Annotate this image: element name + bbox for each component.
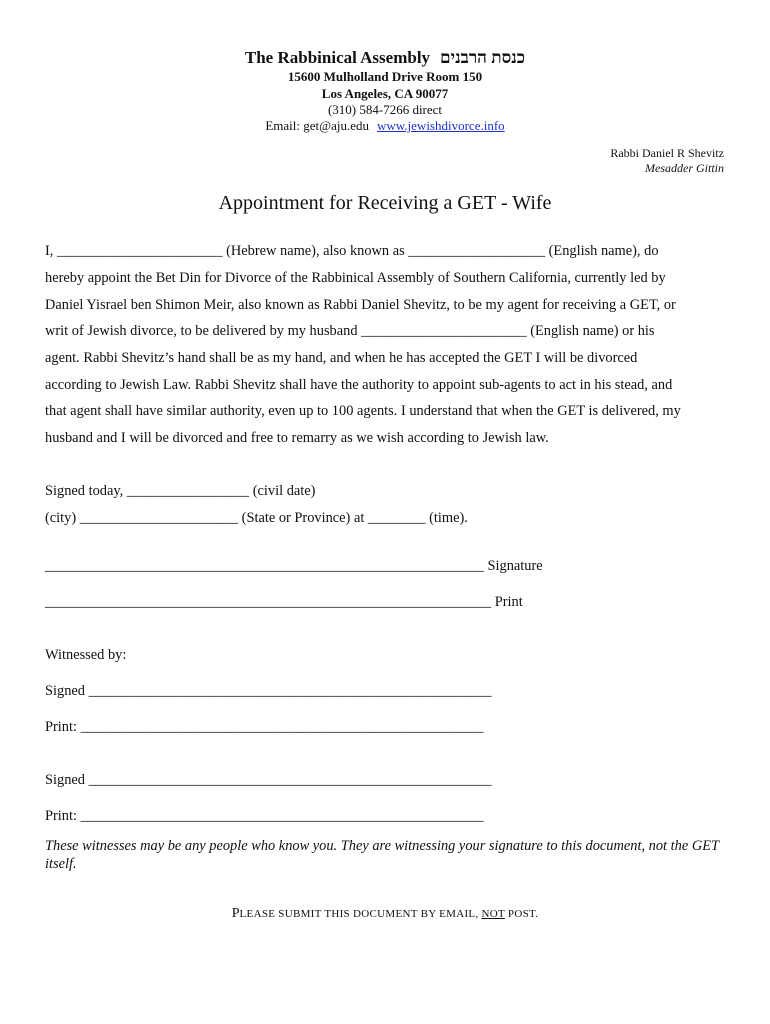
footer-text-1: LEASE SUBMIT THIS DOCUMENT BY EMAIL, bbox=[239, 908, 482, 920]
website-link[interactable]: www.jewishdivorce.info bbox=[376, 118, 505, 133]
body-line-7: that agent shall have similar authority, even up to 100 agents. I understand that when the GET is delivered, my bbox=[45, 403, 681, 419]
witness-1-print-line: Print: ________________________________________________________ bbox=[45, 719, 484, 735]
witnessed-by-label: Witnessed by: bbox=[45, 647, 127, 663]
body-line-2: hereby appoint the Bet Din for Divorce of the Rabbinical Assembly of Southern California, currently led by bbox=[45, 270, 666, 286]
email-line bbox=[0, 118, 770, 134]
rabbi-name: Rabbi Daniel R Shevitz bbox=[610, 146, 724, 160]
body-line-8: husband and I will be divorced and free to remarry as we wish according to Jewish law. bbox=[45, 430, 549, 446]
body-line-3: Daniel Yisrael ben Shimon Meir, also known as Rabbi Daniel Shevitz, to be my agent for receiving a GET, or bbox=[45, 297, 676, 313]
body-line-1: I, _______________________ (Hebrew name), also known as ___________________ (English name), do bbox=[45, 243, 659, 259]
witness-note: These witnesses may be any people who know you. They are witnessing your signature to this document, not the GET itself. bbox=[45, 838, 719, 872]
footer-initial: P bbox=[231, 906, 240, 921]
print-name-line: ______________________________________________________________ Print bbox=[45, 594, 523, 610]
address-line-1: 15600 Mulholland Drive Room 150 bbox=[287, 69, 483, 84]
submission-instruction bbox=[0, 906, 770, 922]
body-line-4: writ of Jewish divorce, to be delivered by my husband _______________________ (English name) or his bbox=[45, 323, 655, 339]
footer-not: NOT bbox=[481, 908, 505, 920]
signed-today-line: Signed today, _________________ (civil date) bbox=[45, 483, 316, 499]
signature-line: _____________________________________________________________ Signature bbox=[45, 558, 543, 574]
organization-heading bbox=[0, 48, 770, 68]
document-title: Appointment for Receiving a GET - Wife bbox=[218, 192, 552, 214]
org-name: The Rabbinical Assembly bbox=[244, 48, 431, 67]
witness-2-print-line: Print: ________________________________________________________ bbox=[45, 808, 484, 824]
org-hebrew-name: כנסת הרבנים bbox=[440, 48, 526, 67]
footer-text-2: POST. bbox=[504, 908, 539, 920]
email-text: Email: get@aju.edu bbox=[265, 118, 369, 133]
body-line-5: agent. Rabbi Shevitz’s hand shall be as my hand, and when he has accepted the GET I will be divorced bbox=[45, 350, 638, 366]
rabbi-title: Mesadder Gittin bbox=[645, 161, 724, 175]
body-line-6: according to Jewish Law. Rabbi Shevitz shall have the authority to appoint sub-agents to act in his stead, and bbox=[45, 377, 673, 393]
witness-2-signed-line: Signed ________________________________________________________ bbox=[45, 772, 492, 788]
phone-line: (310) 584-7266 direct bbox=[327, 102, 443, 117]
address-line-2: Los Angeles, CA 90077 bbox=[321, 86, 449, 101]
city-state-time-line: (city) ______________________ (State or Province) at ________ (time). bbox=[45, 510, 468, 526]
witness-1-signed-line: Signed ________________________________________________________ bbox=[45, 683, 492, 699]
